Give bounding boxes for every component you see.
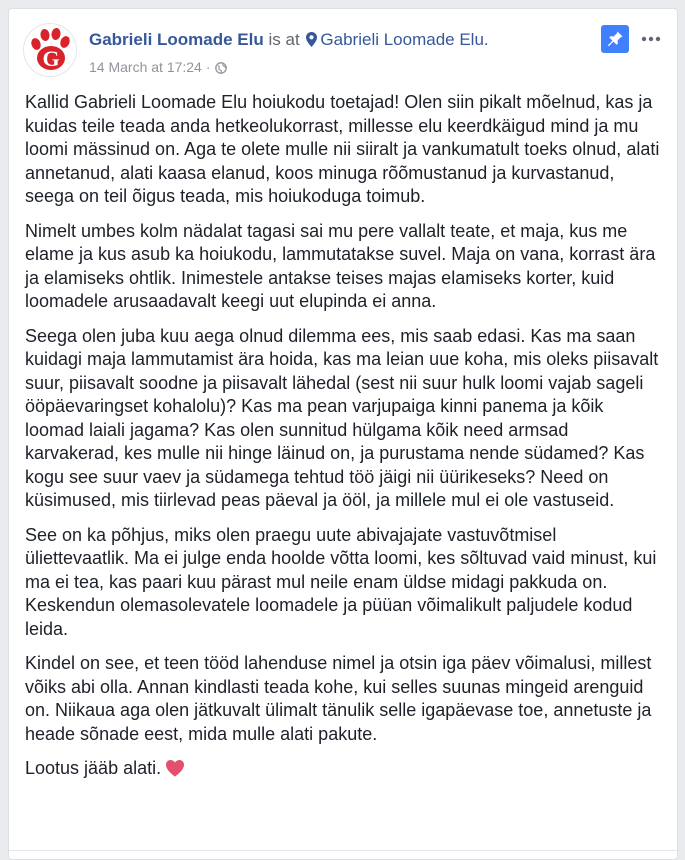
post-paragraph: See on ka põhjus, miks olen praegu uute abivajajate vastuvõtmisel üliettevaatlik. Ma ei julge enda hoolde võtta loomi, kes sõltuvad vaid minust, kui ma ei tea, kas paari kuu pärast mul neile enam üldse midagi pakkuda on. Keskendun olemasolevatele loomadele ja püüan võimalikult paljudele kodud leida. <box>25 524 657 639</box>
meta-separator: · <box>205 59 211 75</box>
location-pin-icon <box>306 31 317 53</box>
avatar-letter: G <box>42 46 60 71</box>
pin-icon <box>605 29 625 49</box>
post-closing-text: Lootus jääb alati. <box>25 758 162 778</box>
place-name-link[interactable]: Gabrieli Loomade Elu. <box>320 30 489 49</box>
page-avatar[interactable] <box>23 23 77 77</box>
pin-post-button[interactable] <box>601 25 629 53</box>
facebook-post <box>8 8 678 860</box>
more-icon <box>639 31 663 47</box>
post-paragraph: Seega olen juba kuu aega olnud dilemma ees, mis saab edasi. Kas ma saan kuidagi maja lammutamist ära hoida, kas ma leian uue koha, mis oleks piisavalt suur, piisavalt soodne ja piisavalt lähedal (sest nii suur hulk loomi vajab sageli ööpäevaringset kohalolu)? Kas ma pean varjupaiga kinni panema ja kõik loomad laiali jagama? Kas olen sunnitud hülgama kõik need armsad karvakerad, kes mulle nii hinge läinud on, ja purustama nende südamed? Kas kogu see suur vaev ja südamega tehtud töö jäigi nii üürikeseks? Need on küsimused, mis tiirlevad peas päeval ja ööl, ja millele mul ei ole vastuseid. <box>25 325 659 510</box>
more-options-button[interactable] <box>639 31 663 47</box>
post-title-line <box>89 29 583 53</box>
post-timestamp[interactable]: 14 March at 17:24 <box>89 59 202 75</box>
paw-logo-icon <box>24 24 76 76</box>
is-at-text: is at <box>268 30 300 49</box>
post-heading <box>89 29 583 79</box>
globe-icon[interactable] <box>215 59 227 79</box>
post-paragraph: Kallid Gabrieli Loomade Elu hoiukodu toetajad! Olen siin pikalt mõelnud, kas ja kuidas teile teada anda hetkeolukorrast, millesse elu keerdkäigud mind ja mu loomi mässinud on. Aga te olete mulle nii siiralt ja vankumatult toeks olnud, alati annetanud, alati kaasa elanud, koos minuga rõõmustanud ja kurvastanud, seega on teil õigus teada, mis hoiukoduga toimub. <box>25 92 660 206</box>
post-header <box>23 23 663 89</box>
post-paragraph: Kindel on see, et teen tööd lahenduse nimel ja otsin iga päev võimalusi, millest võiks abi olla. Annan kindlasti teada kohe, kui selles suunas mingeid arenguid on. Niikaua aga olen jätkuvalt ülimalt tänulik selle igapäevase toe, annetuste ja heade sõnade eest, mida mulle alati pakute. <box>25 653 652 744</box>
post-body <box>25 91 665 795</box>
post-paragraph: Nimelt umbes kolm nädalat tagasi sai mu pere vallalt teate, et maja, kus me elame ja kus asub ka hoiukodu, lammutatakse suvel. Maja on vana, korrast ära ja elamiseks ohtlik. Inimestele antakse teises majas elamiseks korter, kuid loomadele arusaadavalt keegi uut elupinda ei anna. <box>25 220 656 311</box>
post-meta <box>89 57 583 79</box>
heart-icon <box>165 759 185 784</box>
page-name-link[interactable]: Gabrieli Loomade Elu <box>89 30 264 49</box>
post-cutoff-divider <box>9 850 677 859</box>
post-closing-line <box>25 757 665 784</box>
